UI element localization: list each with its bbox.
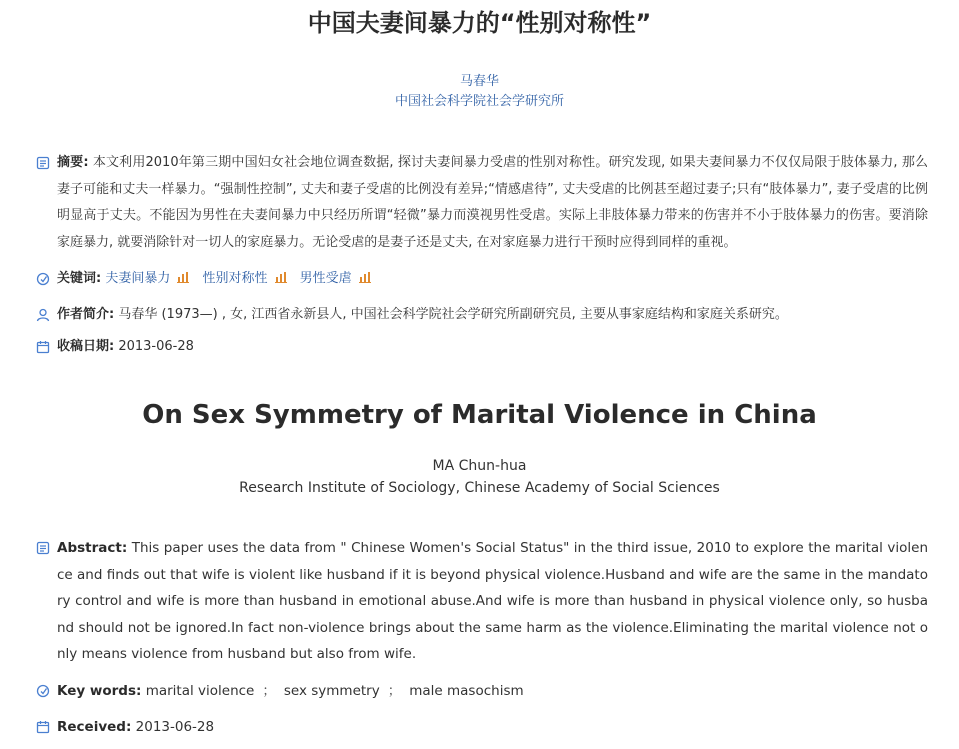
keywords-label-en: Key words: (57, 683, 142, 699)
author-name-en: MA Chun-hua (432, 458, 527, 474)
keyword-en: male masochism (409, 683, 524, 699)
tag-icon (36, 684, 50, 698)
author-name-cn[interactable]: 马春华 (459, 74, 499, 89)
received-label-cn: 收稿日期: (57, 339, 115, 354)
keyword-separator: ； (262, 683, 276, 699)
bar-chart-icon[interactable] (358, 270, 372, 284)
author-bio-section-cn (36, 302, 928, 329)
keyword-en: marital violence (145, 683, 255, 699)
user-icon (36, 308, 50, 322)
bio-label-cn: 作者简介: (57, 307, 115, 322)
keywords-section-en (36, 678, 928, 705)
article-title-en: On Sex Symmetry of Marital Violence in China (142, 400, 817, 430)
bar-chart-icon[interactable] (274, 270, 288, 284)
abstract-text-cn: 本文利用2010年第三期中国妇女社会地位调查数据, 探讨夫妻间暴力受虐的性别对称性。研究发现, 如果夫妻间暴力不仅仅局限于肢体暴力, 那么妻子可能和丈夫一样暴力。“强制性控制”, 丈夫和妻子受虐的比例没有差异;“情感虐待”, 丈夫受虐的比例甚至超过妻子;只有“肢体暴力”, 妻子受虐的比例明显高于丈夫。不能因为男性在夫妻间暴力中只经历所谓“轻微”暴力而漠视男性受虐。实际上非肢体暴力带来的伤害并不小于肢体暴力的伤害。要消除家庭暴力, 就要消除针对一切人的家庭暴力。无论受虐的是妻子还是丈夫, 在对家庭暴力进行干预时应得到同样的重视。 (57, 155, 928, 250)
abstract-label-en: Abstract: (57, 540, 128, 556)
document-icon (36, 541, 50, 555)
received-section-en (36, 714, 928, 741)
keyword-en: sex symmetry (283, 683, 380, 699)
affiliation-en: Research Institute of Sociology, Chinese Academy of Social Sciences (239, 480, 720, 496)
abstract-text-en: This paper uses the data from " Chinese Women's Social Status" in the third issue, 2010 to explore the marital violence and finds out that wife is violent like husband if it is beyond physical violence.Husband and wife are the same in the mandatory control and wife is more than husband in emotional abuse.And wife is more than husband in physical violence only, so husband should not be ignored.In fact non-violence brings about the same harm as the violence.Eliminating the marital violence not only means violence from husband but also from wife. (57, 540, 929, 662)
article-title-cn: 中国夫妻间暴力的“性别对称性” (307, 9, 652, 37)
received-date-cn: 2013-06-28 (118, 339, 194, 354)
tag-icon (36, 272, 50, 286)
document-icon (36, 156, 50, 170)
bar-chart-icon[interactable] (176, 270, 190, 284)
calendar-icon (36, 340, 50, 354)
abstract-section-cn (36, 150, 928, 256)
keyword-separator: ； (387, 683, 402, 699)
abstract-label-cn: 摘要: (57, 155, 89, 170)
keyword-link[interactable]: 夫妻间暴力 (105, 271, 171, 286)
received-label-en: Received: (57, 719, 132, 735)
keyword-link[interactable]: 男性受虐 (299, 271, 352, 286)
calendar-icon (36, 720, 50, 734)
keywords-section-cn (36, 266, 928, 293)
abstract-section-en (36, 535, 928, 668)
keyword-link[interactable]: 性别对称性 (202, 271, 268, 286)
keywords-label-cn: 关键词: (57, 271, 102, 286)
received-date-en: 2013-06-28 (135, 719, 215, 735)
bio-text-cn: 马春华 (1973—) , 女, 江西省永新县人, 中国社会科学院社会学研究所副研究员, 主要从事家庭结构和家庭关系研究。 (118, 307, 788, 322)
received-section-cn (36, 334, 928, 361)
affiliation-cn[interactable]: 中国社会科学院社会学研究所 (394, 94, 564, 109)
